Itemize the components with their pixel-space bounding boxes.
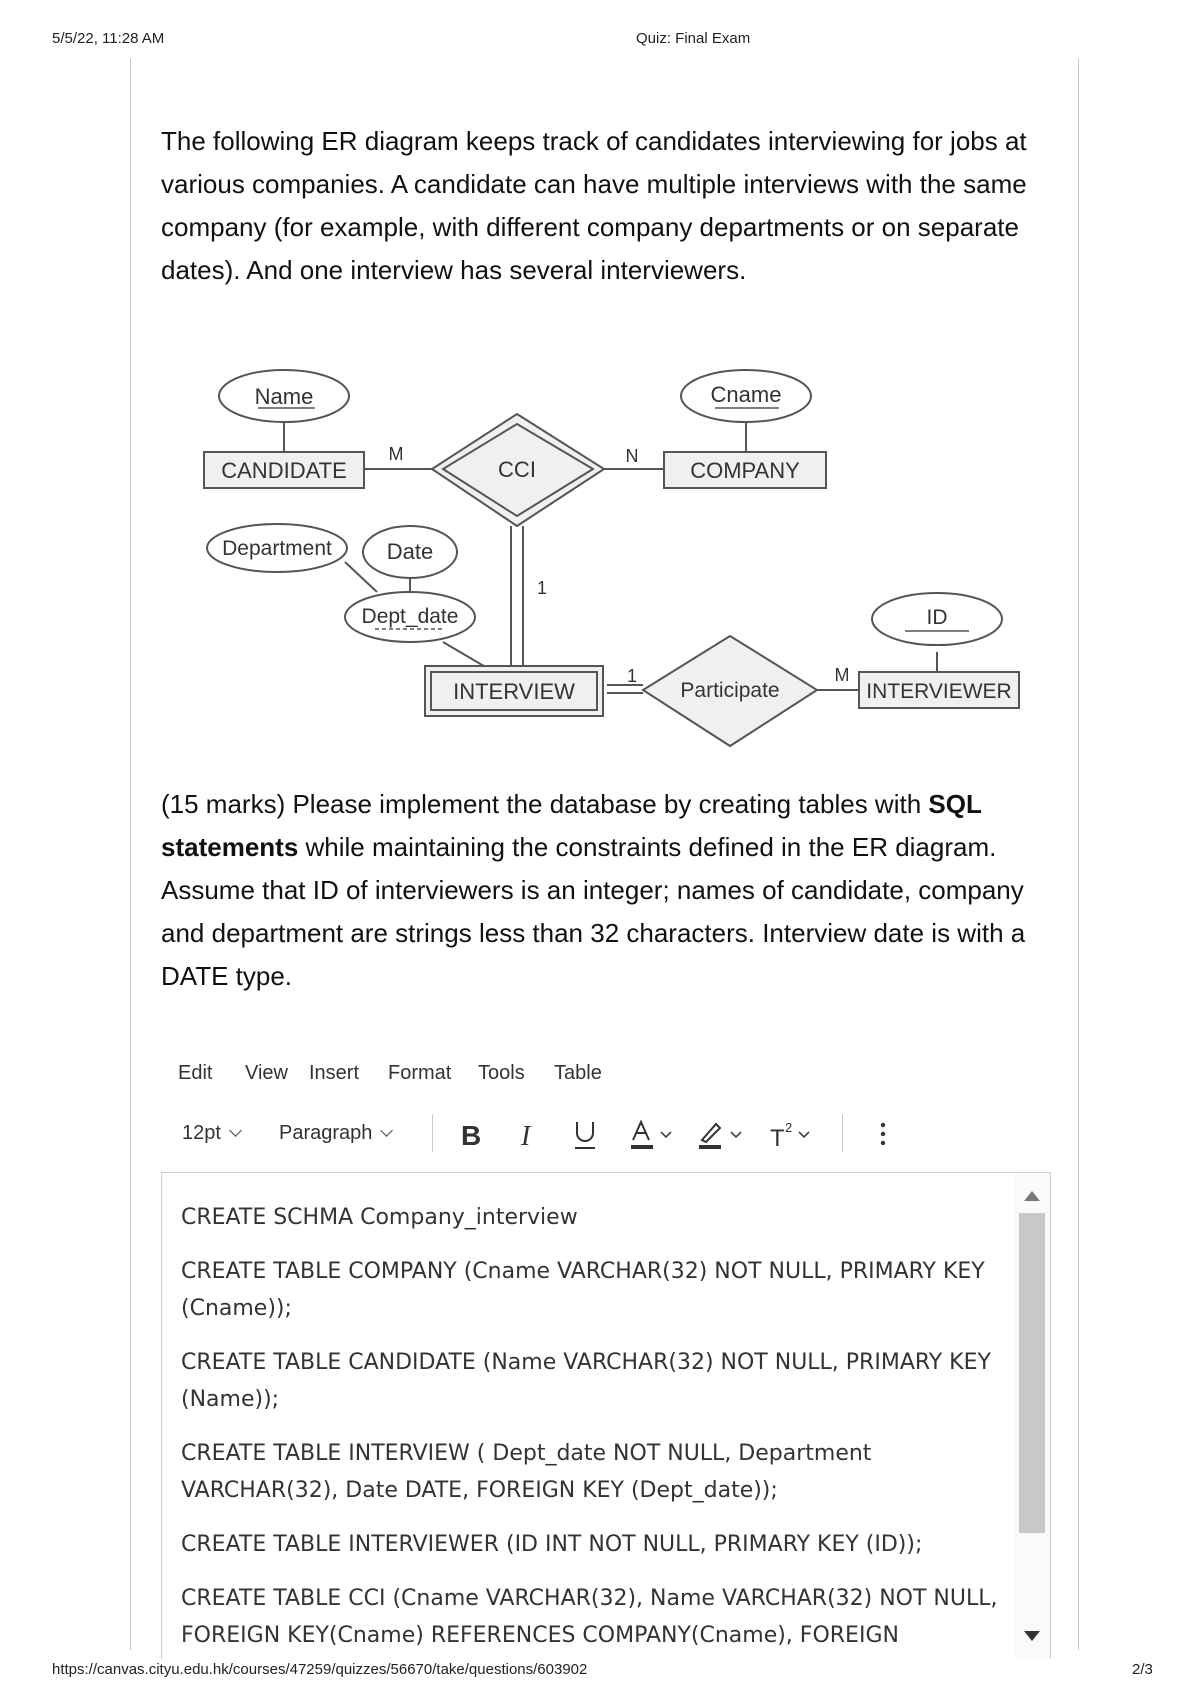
label-interview: INTERVIEW [453,679,575,704]
toolbar-separator [842,1114,843,1152]
label-id: ID [926,606,948,629]
toolbar-separator [432,1114,433,1152]
editor-paragraph: CREATE TABLE CCI (Cname VARCHAR(32), Name VARCHAR(32) NOT NULL, FOREIGN KEY(Cname) REFERENCES COMPANY(Cname), FOREIGN [181,1586,998,1648]
cardinality-participate-interviewer: M [834,665,850,685]
chevron-down-icon [381,1124,394,1137]
content-left-border [130,58,131,1650]
text-color-icon[interactable] [630,1118,678,1152]
scroll-down-icon[interactable] [1024,1631,1040,1641]
print-timestamp: 5/5/22, 11:28 AM [52,30,165,47]
svg-text:I: I [521,1121,531,1150]
task-suffix: while maintaining the constraints defined in the ER diagram. Assume that ID of interviewers is an integer; names of candidate, company and department are strings less than 32 characters. Interview date is with a DATE type. [161,832,1026,991]
cardinality-candidate-cci: M [388,444,404,464]
font-size-select[interactable] [182,1122,240,1145]
highlight-color-icon[interactable] [698,1118,748,1152]
chevron-down-icon [229,1124,242,1137]
label-dept-date: Dept_date [361,605,459,628]
page-url: https://canvas.cityu.edu.hk/courses/47259/quizzes/56670/take/questions/603902 [52,1661,588,1678]
editor-paragraph: CREATE TABLE INTERVIEWER (ID INT NOT NULL, PRIMARY KEY (ID)); [181,1532,923,1557]
bold-icon[interactable] [459,1120,485,1150]
label-interviewer: INTERVIEWER [866,680,1012,703]
more-options-icon[interactable] [878,1120,888,1150]
question-intro: The following ER diagram keeps track of candidates interviewing for jobs at various companies. A candidate can have multiple interviews with the same company (for example, with different company departments or on separate dates). And one interview has several interviewers. [161,126,1027,285]
menu-table[interactable]: Table [554,1062,602,1084]
label-cname: Cname [710,382,782,407]
editor-paragraph: CREATE TABLE INTERVIEW ( Dept_date NOT NULL, Department VARCHAR(32), Date DATE, FOREIGN KEY (Dept_date)); [181,1441,872,1503]
svg-text:2: 2 [785,1120,793,1135]
rich-text-editor[interactable] [161,1172,1051,1659]
menu-insert[interactable]: Insert [309,1062,360,1084]
editor-paragraph: CREATE TABLE COMPANY (Cname VARCHAR(32) NOT NULL, PRIMARY KEY (Cname)); [181,1259,985,1321]
editor-paragraph: CREATE SCHMA Company_interview [181,1205,578,1230]
cardinality-cci-company: N [625,446,639,466]
content-right-border [1078,58,1079,1650]
scroll-up-icon[interactable] [1024,1191,1040,1201]
block-format-value: Paragraph [279,1122,373,1144]
underline-icon[interactable] [572,1118,598,1152]
page-title: Quiz: Final Exam [636,30,751,47]
menu-format[interactable]: Format [388,1062,452,1084]
font-size-value: 12pt [182,1122,221,1144]
svg-text:T: T [770,1125,785,1152]
label-company: COMPANY [690,458,800,483]
editor-scrollbar[interactable] [1014,1173,1050,1659]
label-candidate: CANDIDATE [221,458,347,483]
task-bold: SQL statements [161,789,982,862]
menu-view[interactable]: View [245,1062,288,1084]
label-cci: CCI [498,457,536,482]
label-date: Date [386,539,434,564]
label-participate: Participate [680,679,780,702]
superscript-icon[interactable] [768,1118,818,1152]
er-connectors [284,422,937,693]
block-format-select[interactable] [279,1122,391,1145]
label-name: Name [254,384,314,409]
task-prefix: (15 marks) Please implement the database by creating tables with [161,789,922,819]
editor-content[interactable] [181,1199,1001,1659]
menu-tools[interactable]: Tools [478,1062,525,1084]
cardinality-cci-interview: 1 [536,578,548,598]
cardinality-interview-participate: 1 [626,666,638,686]
question-task [161,783,1041,998]
editor-paragraph: CREATE TABLE CANDIDATE (Name VARCHAR(32) NOT NULL, PRIMARY KEY (Name)); [181,1350,991,1412]
label-department: Department [222,537,332,560]
scrollbar-thumb[interactable] [1019,1213,1045,1533]
svg-text:B: B [461,1120,482,1150]
italic-icon[interactable] [518,1120,540,1150]
menu-edit[interactable]: Edit [178,1062,213,1084]
page-number: 2/3 [1132,1661,1153,1678]
er-diagram [195,366,1035,766]
